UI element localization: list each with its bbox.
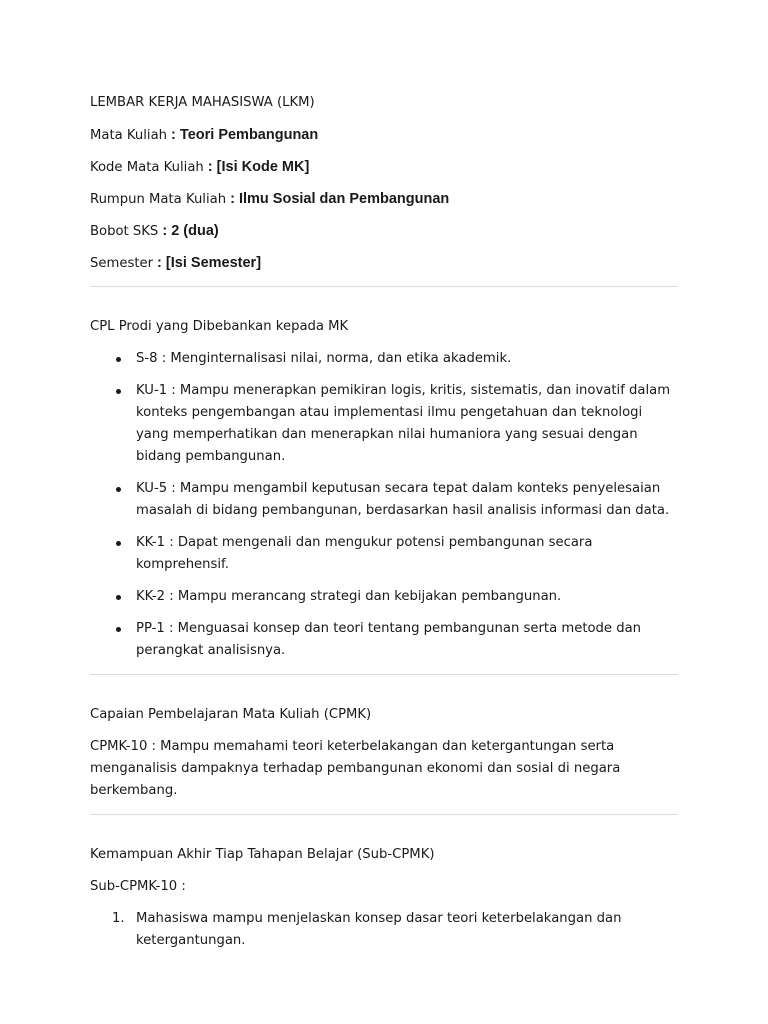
field-value: [Isi Semester]: [165, 255, 262, 271]
document-page: [90, 92, 678, 962]
field-value: Teori Pembangunan: [179, 127, 319, 143]
list-item: KK-1 : Dapat mengenali dan mengukur potensi pembangunan secara komprehensif.: [136, 532, 678, 576]
field-sep: :: [167, 127, 180, 143]
field-value: Ilmu Sosial dan Pembangunan: [238, 191, 450, 207]
field-rumpun-mata-kuliah: [90, 188, 678, 210]
field-sep: :: [153, 255, 166, 271]
document-title: LEMBAR KERJA MAHASISWA (LKM): [90, 95, 315, 110]
section-divider: [90, 674, 678, 675]
field-label: Semester: [90, 256, 154, 271]
cpmk-section-title: Capaian Pembelajaran Mata Kuliah (CPMK): [90, 707, 372, 722]
field-mata-kuliah: [90, 124, 678, 146]
cpl-list: [90, 348, 678, 662]
field-bobot-sks: [90, 220, 678, 242]
subcpmk-list: [90, 908, 678, 952]
field-kode-mata-kuliah: [90, 156, 678, 178]
field-sep: :: [203, 159, 217, 175]
subcpmk-section-title: Kemampuan Akhir Tiap Tahapan Belajar (Sub-CPMK): [90, 847, 435, 862]
section-divider: [90, 814, 678, 815]
list-item: KU-5 : Mampu mengambil keputusan secara tepat dalam konteks penyelesaian masalah di bidang pembangunan, berdasarkan hasil analisis informasi dan data.: [136, 478, 678, 522]
field-label: Rumpun Mata Kuliah: [90, 192, 227, 207]
field-label: Bobot SKS: [90, 224, 159, 239]
field-value: [Isi Kode MK]: [216, 159, 310, 175]
list-number: 1.: [112, 911, 125, 926]
list-item: KK-2 : Mampu merancang strategi dan kebijakan pembangunan.: [136, 586, 678, 608]
section-divider: [90, 286, 678, 287]
field-label: Mata Kuliah: [90, 128, 168, 143]
field-label: Kode Mata Kuliah: [90, 160, 204, 175]
list-item: S-8 : Menginternalisasi nilai, norma, dan etika akademik.: [136, 348, 678, 370]
list-item-text: Mahasiswa mampu menjelaskan konsep dasar teori keterbelakangan dan ketergantungan.: [136, 911, 622, 948]
field-sep: :: [226, 191, 239, 207]
cpmk-text: CPMK-10 : Mampu memahami teori keterbelakangan dan ketergantungan serta menganalisis dampaknya terhadap pembangunan ekonomi dan sosial di negara berkembang.: [90, 739, 621, 798]
field-sep: :: [158, 223, 172, 239]
list-item: KU-1 : Mampu menerapkan pemikiran logis, kritis, sistematis, dan inovatif dalam konteks pengembangan atau implementasi ilmu pengetahuan dan teknologi yang memperhatikan dan menerapkan nilai humaniora yang sesuai dengan bidang pembangunan.: [136, 380, 678, 468]
field-semester: [90, 252, 678, 274]
cpl-section-title: CPL Prodi yang Dibebankan kepada MK: [90, 319, 349, 334]
list-item: PP-1 : Menguasai konsep dan teori tentang pembangunan serta metode dan perangkat analisisnya.: [136, 618, 678, 662]
field-value: 2 (dua): [171, 223, 219, 239]
list-item: [112, 908, 678, 952]
subcpmk-label: Sub-CPMK-10 :: [90, 879, 186, 894]
